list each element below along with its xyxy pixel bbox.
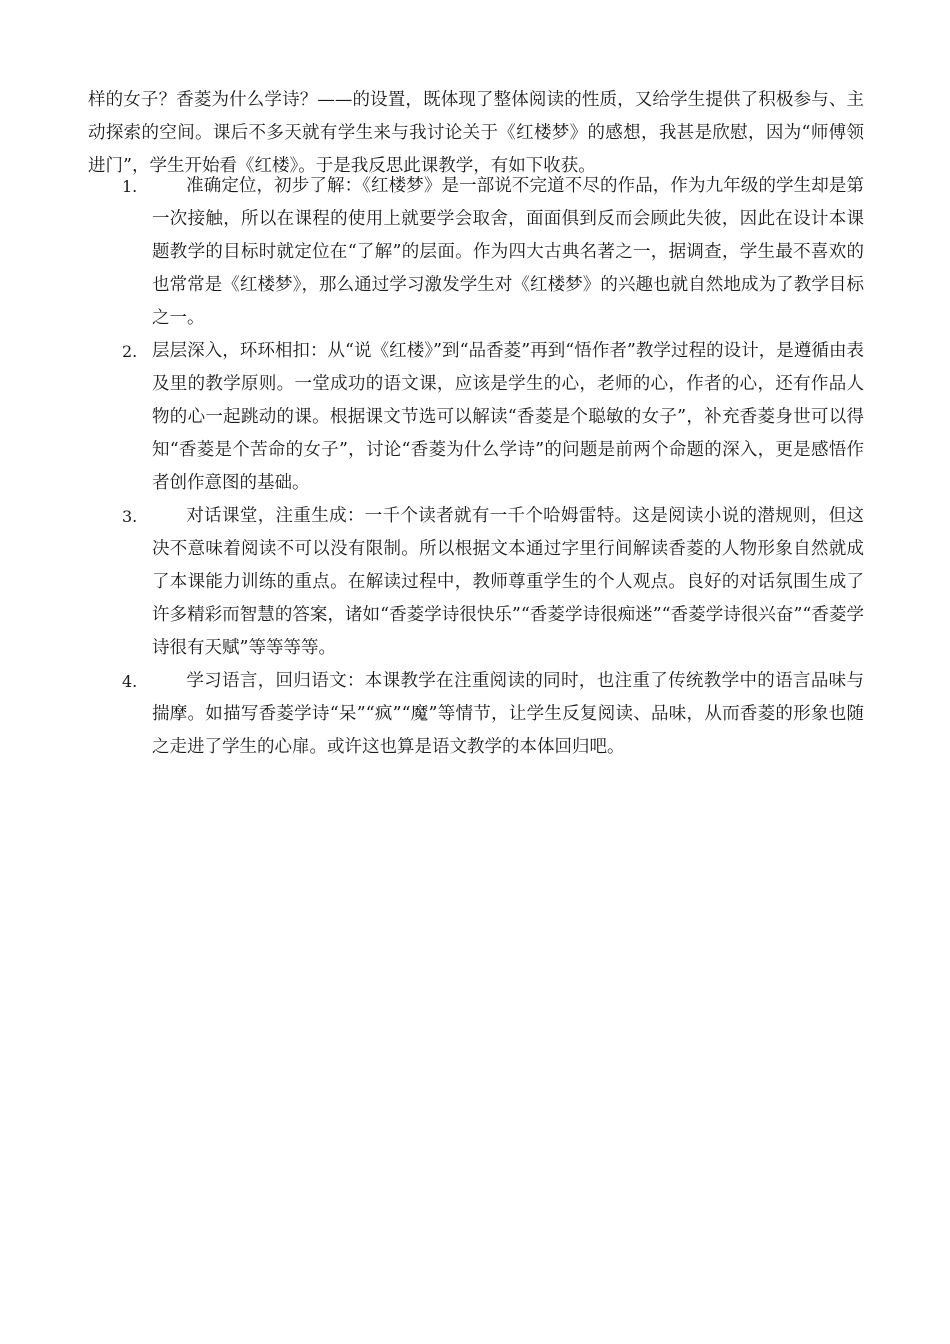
list-item-text: 层层深入，环环相扣：从“说《红楼》”到“品香菱”再到“悟作者”教学过程的设计，是遵循由表及里的教学原则。一堂成功的语文课，应该是学生的心，老师的心，作者的心，还有作品人物的心一起跳动的课。根据课文节选可以解读“香菱是个聪敏的女子”，补充香菱身世可以得知“香菱是个苦命的女子”，讨论“香菱为什么学诗”的问题是前两个命题的深入，更是感悟作者创作意图的基础。 xyxy=(152,341,864,493)
list-item-text: 对话课堂，注重生成：一千个读者就有一千个哈姆雷特。这是阅读小说的潜规则，但这决不意味着阅读不可以没有限制。所以根据文本通过字里行间解读香菱的人物形象自然就成了本课能力训练的重点。在解读过程中，教师尊重学生的个人观点。良好的对话氛围生成了许多精彩而智慧的答案，诸如“香菱学诗很快乐”“香菱学诗很痴迷”“香菱学诗很兴奋”“香菱学诗很有天赋”等等等等。 xyxy=(152,506,864,658)
list-item xyxy=(88,335,864,500)
list-item-text: 学习语言，回归语文：本课教学在注重阅读的同时，也注重了传统教学中的语言品味与揣摩。如描写香菱学诗“呆”“疯”“魔”等情节，让学生反复阅读、品味，从而香菱的形象也随之走进了学生的心扉。或许这也算是语文教学的本体回归吧。 xyxy=(152,671,864,757)
list-item-number: 1. xyxy=(122,177,138,196)
list-item xyxy=(88,170,864,335)
list-item-number: 4. xyxy=(122,672,138,691)
harvest-list xyxy=(88,170,864,764)
list-item-number: 2. xyxy=(122,342,138,361)
list-item-number: 3. xyxy=(122,507,138,526)
list-item-text: 准确定位，初步了解：《红楼梦》是一部说不完道不尽的作品，作为九年级的学生却是第一次接触，所以在课程的使用上就要学会取舍，面面俱到反而会顾此失彼，因此在设计本课题教学的目标时就定位在“了解”的层面。作为四大古典名著之一，据调查，学生最不喜欢的也常常是《红楼梦》，那么通过学习激发学生对《红楼梦》的兴趣也就自然地成为了教学目标之一。 xyxy=(152,176,864,328)
intro-paragraph: 样的女子？香菱为什么学诗？——的设置，既体现了整体阅读的性质，又给学生提供了积极参与、主动探索的空间。课后不多天就有学生来与我讨论关于《红楼梦》的感想，我甚是欣慰，因为“师傅领进门”，学生开始看《红楼》。于是我反思此课教学，有如下收获。 xyxy=(88,90,864,176)
list-item xyxy=(88,665,864,764)
list-item xyxy=(88,500,864,665)
